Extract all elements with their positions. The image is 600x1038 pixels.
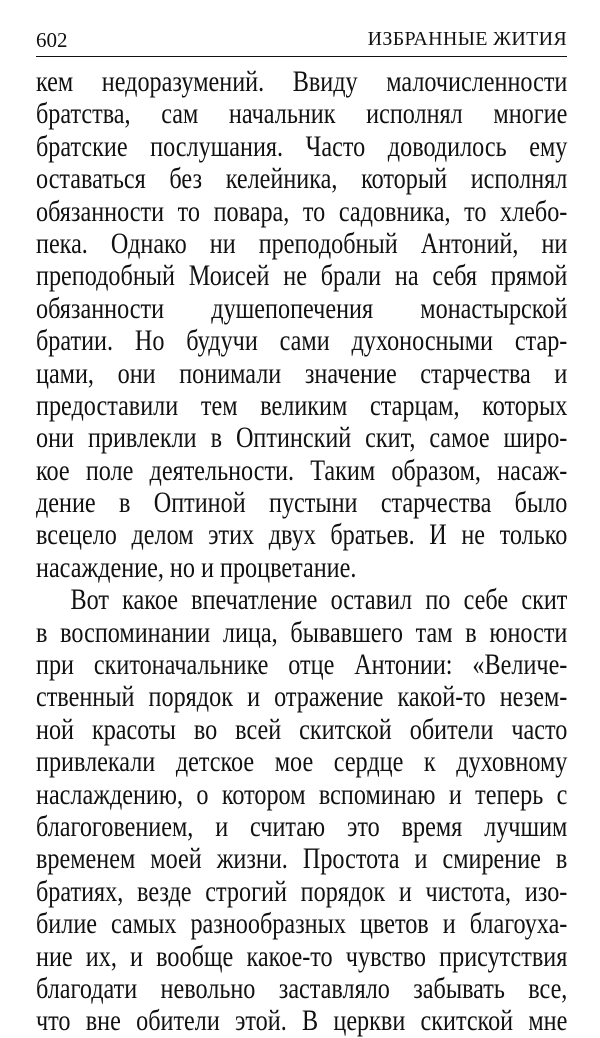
text-line: братиях, везде строгий порядок и чистота, изо- xyxy=(36,875,568,908)
text-line: преподобный Моисей не брали на себя прямой xyxy=(36,260,568,293)
text-line: братства, сам начальник исполнял многие xyxy=(36,98,568,131)
text-line: цами, они понимали значение старчества и xyxy=(36,357,568,390)
text-line: ние их, и вообще какое-то чувство присутствия xyxy=(36,940,568,973)
text-line: насаждение, но и процветание. xyxy=(36,551,357,584)
text-line: братии. Но будучи сами духоносными стар- xyxy=(36,325,568,358)
running-title: ИЗБРАННЫЕ ЖИТИЯ xyxy=(367,28,567,50)
text-line: благоговением, и считаю это время лучшим xyxy=(36,810,568,843)
text-line: наслаждению, о котором вспоминаю и теперь с xyxy=(36,778,568,811)
text-line: ственный порядок и отражение какой-то незем- xyxy=(36,681,568,714)
text-line: кое поле деятельности. Таким образом, насаж- xyxy=(36,454,568,487)
body-text xyxy=(36,66,567,1038)
text-line: кем недоразумений. Ввиду малочисленности xyxy=(36,66,568,98)
text-line: они привлекли в Оптинский скит, самое широ- xyxy=(36,422,568,455)
text-line: пека. Однако ни преподобный Антоний, ни xyxy=(36,227,568,260)
text-line: всецело делом этих двух братьев. И не только xyxy=(36,519,568,552)
text-line: дение в Оптиной пустыни старчества было xyxy=(36,487,568,520)
text-line: благодати невольно заставляло забывать все, xyxy=(36,972,568,1005)
running-header xyxy=(36,24,567,57)
text-line: в воспоминании лица, бывавшего там в юности xyxy=(36,616,568,649)
text-line: временем моей жизни. Простота и смирение в xyxy=(36,843,568,876)
text-line: Вот какое впечатление оставил по себе скит xyxy=(70,584,568,617)
text-line: обязанности душепопечения монастырской xyxy=(36,292,568,325)
text-line: братские послушания. Часто доводилось ему xyxy=(36,130,568,163)
text-line: при скитоначальнике отце Антонии: «Величе- xyxy=(36,649,568,682)
text-line: обязанности то повара, то садовника, то хлебо- xyxy=(36,195,568,228)
text-line: билие самых разнообразных цветов и благоуха- xyxy=(36,908,568,941)
text-line: оставаться без келейника, который исполнял xyxy=(36,163,568,196)
text-line: что вне обители этой. В церкви скитской мне xyxy=(36,1005,568,1038)
text-line: привлекали детское мое сердце к духовному xyxy=(36,746,568,779)
page-number: 602 xyxy=(36,28,68,52)
text-line: предоставили тем великим старцам, которых xyxy=(36,389,568,422)
text-line: ной красоты во всей скитской обители часто xyxy=(36,713,568,746)
